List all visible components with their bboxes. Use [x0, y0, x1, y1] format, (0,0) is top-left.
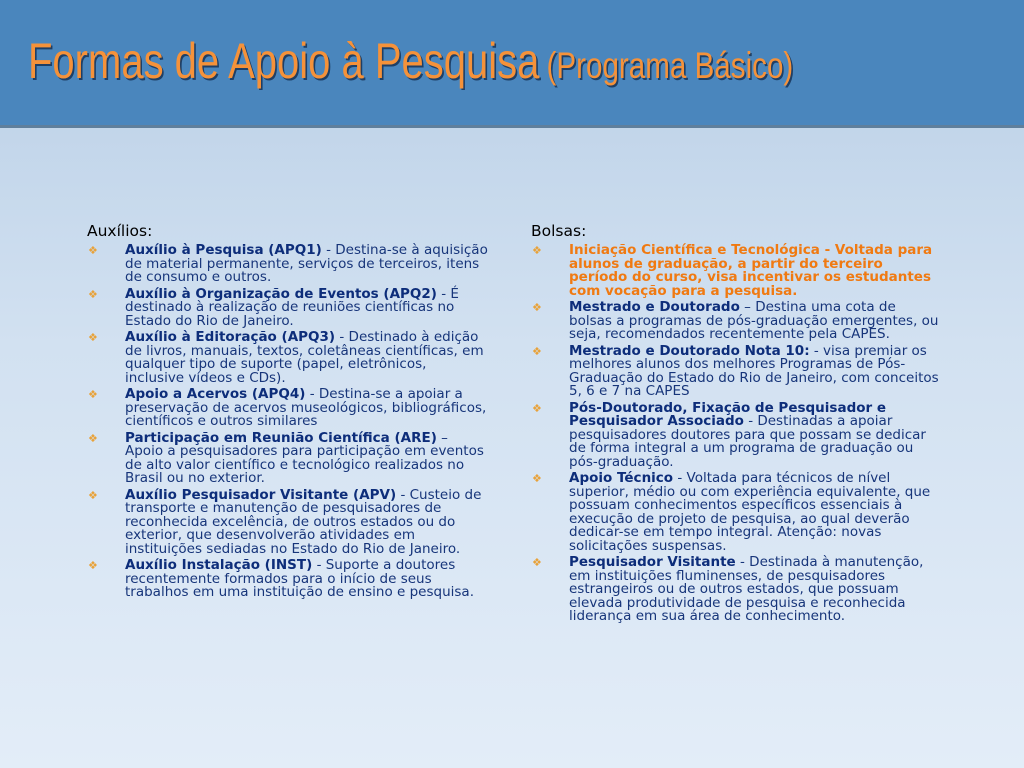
item-description: - Voltada para alunos de graduação, a partir do terceiro período do curso, visa incentivar os estudantes com vocação para a pesquisa.: [569, 242, 933, 299]
item-title: Auxílio Pesquisador Visitante (APV): [125, 486, 397, 503]
diamond-bullet-icon: ❖: [532, 401, 542, 415]
list-item: [87, 331, 489, 385]
item-title: Participação em Reunião Científica (ARE): [125, 429, 437, 446]
diamond-bullet-icon: ❖: [532, 556, 542, 569]
diamond-bullet-icon: ❖: [532, 244, 542, 257]
diamond-bullet-icon: ❖: [88, 559, 98, 572]
item-title: Auxílio Instalação (INST): [125, 557, 313, 573]
slide-title: [28, 33, 794, 89]
item-description: - Destina-se à aquisição de material permanente, serviços de terceiros, itens de consumo e outros.: [125, 242, 488, 285]
list-item: [531, 472, 941, 553]
diamond-bullet-icon: ❖: [88, 431, 98, 445]
auxilios-heading: Auxílios:: [87, 222, 153, 240]
item-title: Auxílio à Editoração (APQ3): [125, 329, 336, 345]
list-item: [531, 244, 941, 298]
list-item: [531, 399, 941, 470]
diamond-bullet-icon: ❖: [532, 472, 542, 485]
item-description: - Destinada à manutenção, em instituições fluminenses, de pesquisadores estrangeiros ou de outros estados, que possuam elevada produtividade de pesquisa e reconhecida liderança em sua área de conhecimento.: [569, 554, 924, 624]
item-description: – Destina uma cota de bolsas a programas de pós-graduação emergentes, ou seja, recomendados recentemente pela CAPES.: [569, 299, 939, 342]
slide-title-sub: (Programa Básico): [546, 45, 794, 86]
diamond-bullet-icon: ❖: [88, 244, 98, 257]
list-item: [87, 388, 489, 429]
item-title: Apoio a Acervos (APQ4): [125, 386, 306, 402]
item-description: - Custeio de transporte e manutenção de pesquisadores de reconhecida excelência, de outros estados ou do exterior, que desenvolverão atividades em instituições sediadas no Estado do Rio de Janeiro.: [125, 486, 482, 557]
bolsas-list: [531, 244, 941, 624]
diamond-bullet-icon: ❖: [88, 287, 98, 301]
list-item: [87, 285, 489, 329]
list-item: [531, 301, 941, 342]
list-item: [87, 244, 489, 285]
diamond-bullet-icon: ❖: [532, 301, 542, 314]
item-description: - Suporte a doutores recentemente formados para o início de seus trabalhos em uma instituição de ensino e pesquisa.: [125, 557, 474, 600]
diamond-bullet-icon: ❖: [88, 331, 98, 344]
list-item: [531, 556, 941, 624]
diamond-bullet-icon: ❖: [88, 388, 98, 401]
item-title: Pesquisador Visitante: [569, 554, 736, 570]
item-title: Apoio Técnico: [569, 470, 674, 486]
item-description: – Apoio a pesquisadores para participação em eventos de alto valor científico e tecnológico realizados no Brasil ou no exterior.: [125, 429, 484, 486]
list-item: [87, 486, 489, 557]
item-description: - visa premiar os melhores alunos dos melhores Programas de Pós-Graduação do Estado do Rio de Janeiro, com conceitos 5, 6 e 7 na CAPES: [569, 342, 939, 399]
slide-header: [0, 0, 1024, 128]
list-item: [87, 559, 489, 600]
item-description: - É destinado à realização de reuniões científicas no Estado do Rio de Janeiro.: [125, 285, 459, 329]
item-description: - Destina-se a apoiar a preservação de acervos museológicos, bibliográficos, científicos e outros similares: [125, 386, 487, 429]
auxilios-column: [87, 222, 489, 603]
diamond-bullet-icon: ❖: [88, 488, 98, 502]
bolsas-heading: Bolsas:: [531, 222, 587, 240]
item-title: Mestrado e Doutorado: [569, 299, 740, 315]
auxilios-list: [87, 244, 489, 600]
item-title: Auxílio à Pesquisa (APQ1): [125, 242, 322, 258]
item-title: Iniciação Científica e Tecnológica: [569, 242, 820, 258]
item-title: Pós-Doutorado, Fixação de Pesquisador e Pesquisador Associado: [569, 399, 887, 429]
slide-title-main: Formas de Apoio à Pesquisa: [28, 33, 540, 89]
list-item: [87, 429, 489, 486]
diamond-bullet-icon: ❖: [532, 344, 542, 358]
item-title: Mestrado e Doutorado Nota 10:: [569, 342, 810, 359]
item-title: Auxílio à Organização de Eventos (APQ2): [125, 285, 437, 302]
bolsas-column: [531, 222, 941, 627]
item-description: - Voltada para técnicos de nível superior, médio ou com experiência equivalente, que possuam conhecimentos específicos essenciais à execução de projeto de pesquisa, ao qual deverão dedicar-se em tempo integral. Atenção: novas solicitações suspensas.: [569, 470, 931, 554]
item-description: - Destinadas a apoiar pesquisadores doutores para que possam se dedicar de forma integral a um programa de graduação ou pós-graduação.: [569, 413, 926, 470]
list-item: [531, 342, 941, 399]
item-description: - Destinado à edição de livros, manuais, textos, coletâneas científicas, em qualquer tipo de suporte (papel, eletrônicos, inclusive vídeos e CDs).: [125, 329, 484, 386]
